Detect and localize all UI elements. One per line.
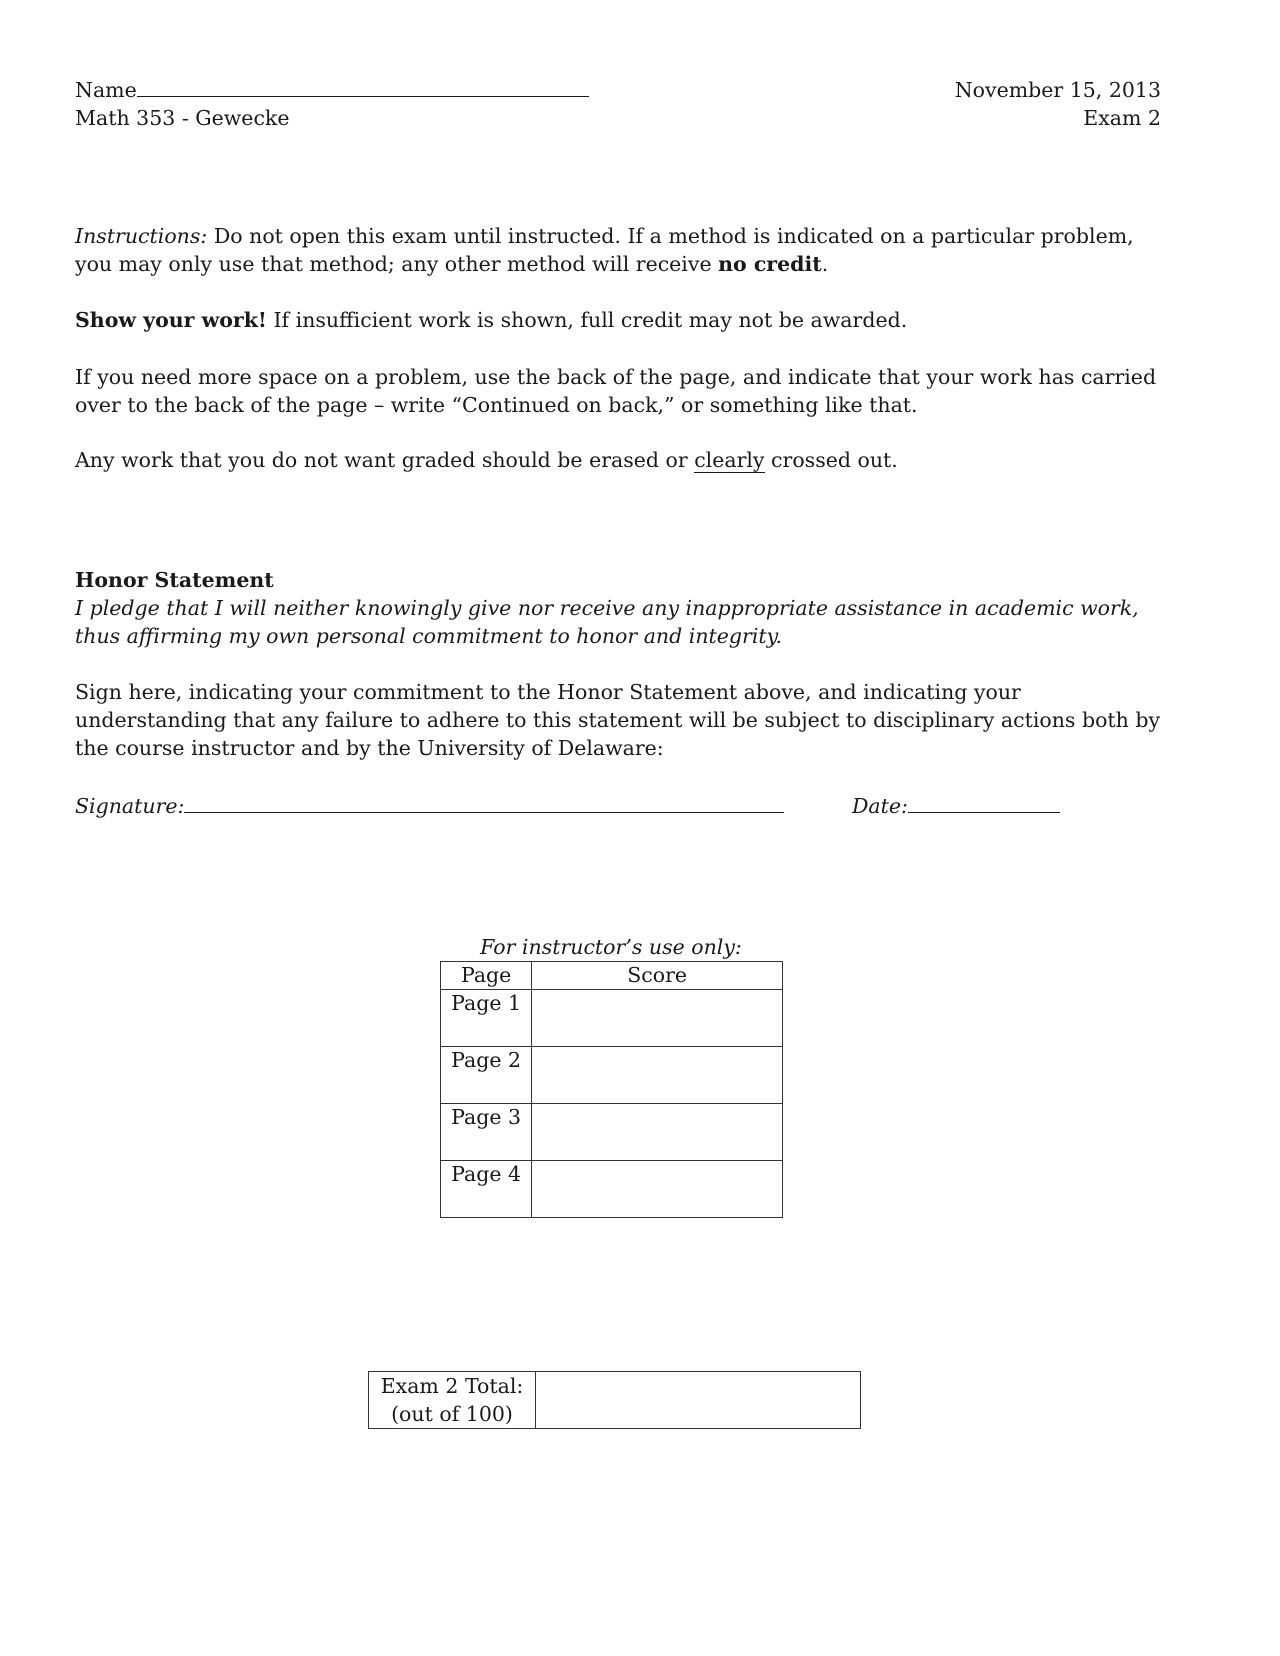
course-title: Math 353 - Gewecke — [75, 106, 290, 130]
date-field — [852, 792, 1060, 820]
page-cell: Page 1 — [441, 990, 532, 1047]
no-credit-text: no credit — [718, 252, 822, 276]
instructions-period: . — [821, 252, 829, 276]
show-work-label: Show your work! — [75, 308, 267, 332]
honor-statement — [75, 566, 1175, 650]
total-label-cell — [369, 1372, 536, 1429]
total-row — [369, 1372, 861, 1429]
col-page-header: Page — [441, 962, 532, 990]
name-field — [75, 76, 589, 104]
erase-text-post: crossed out. — [764, 448, 898, 472]
instructions-label: Instructions: — [75, 224, 208, 248]
show-work-text: If insufficient work is shown, full credit may not be awarded. — [266, 308, 908, 332]
date-label: Date: — [852, 794, 908, 818]
instructor-caption: For instructor’s use only: — [480, 935, 742, 959]
signature-blank[interactable] — [184, 792, 784, 813]
score-table-header — [441, 962, 783, 990]
table-row — [441, 1104, 783, 1161]
total-score-cell[interactable] — [536, 1372, 861, 1429]
total-table — [368, 1371, 861, 1429]
score-cell[interactable] — [532, 1161, 783, 1218]
total-label-line2: (out of 100) — [391, 1402, 513, 1426]
clearly-underlined: clearly — [694, 448, 765, 472]
sign-paragraph — [75, 678, 1175, 762]
name-blank[interactable] — [137, 76, 589, 97]
honor-pledge: I pledge that I will neither knowingly give nor receive any inappropriate assistance in academic work, thus affirming my own personal commitment to honor and integrity. — [75, 596, 1139, 648]
space-text: If you need more space on a problem, use the back of the page, and indicate that your work has carried over to the back of the page – write “Continued on back,” or something like that. — [75, 365, 1157, 417]
instructions-text: Do not open this exam until instructed. If a method is indicated on a particular problem, you may only use that method; any other method will receive — [75, 224, 1134, 276]
table-row — [441, 990, 783, 1047]
table-row — [441, 1047, 783, 1104]
score-cell[interactable] — [532, 1104, 783, 1161]
space-paragraph — [75, 363, 1175, 419]
sign-text: Sign here, indicating your commitment to the Honor Statement above, and indicating your understanding that any failure to adhere to this statement will be subject to disciplinary actions both by the course instructor and by the University of Delaware: — [75, 680, 1161, 760]
page-cell: Page 2 — [441, 1047, 532, 1104]
score-table — [440, 961, 783, 1218]
signature-label: Signature: — [75, 794, 185, 818]
name-label: Name — [75, 78, 137, 102]
page-cell: Page 4 — [441, 1161, 532, 1218]
date-blank[interactable] — [908, 792, 1060, 813]
score-cell[interactable] — [532, 1047, 783, 1104]
signature-field — [75, 792, 784, 820]
page-cell: Page 3 — [441, 1104, 532, 1161]
table-row — [441, 1161, 783, 1218]
show-work-paragraph — [75, 306, 1175, 334]
col-score-header: Score — [532, 962, 783, 990]
exam-number: Exam 2 — [1083, 106, 1161, 130]
erase-paragraph — [75, 446, 1175, 474]
score-cell[interactable] — [532, 990, 783, 1047]
exam-date: November 15, 2013 — [954, 78, 1161, 102]
instructions-paragraph — [75, 222, 1175, 278]
total-label-line1: Exam 2 Total: — [380, 1374, 524, 1398]
erase-text-pre: Any work that you do not want graded should be erased or — [75, 448, 695, 472]
honor-heading: Honor Statement — [75, 568, 274, 592]
